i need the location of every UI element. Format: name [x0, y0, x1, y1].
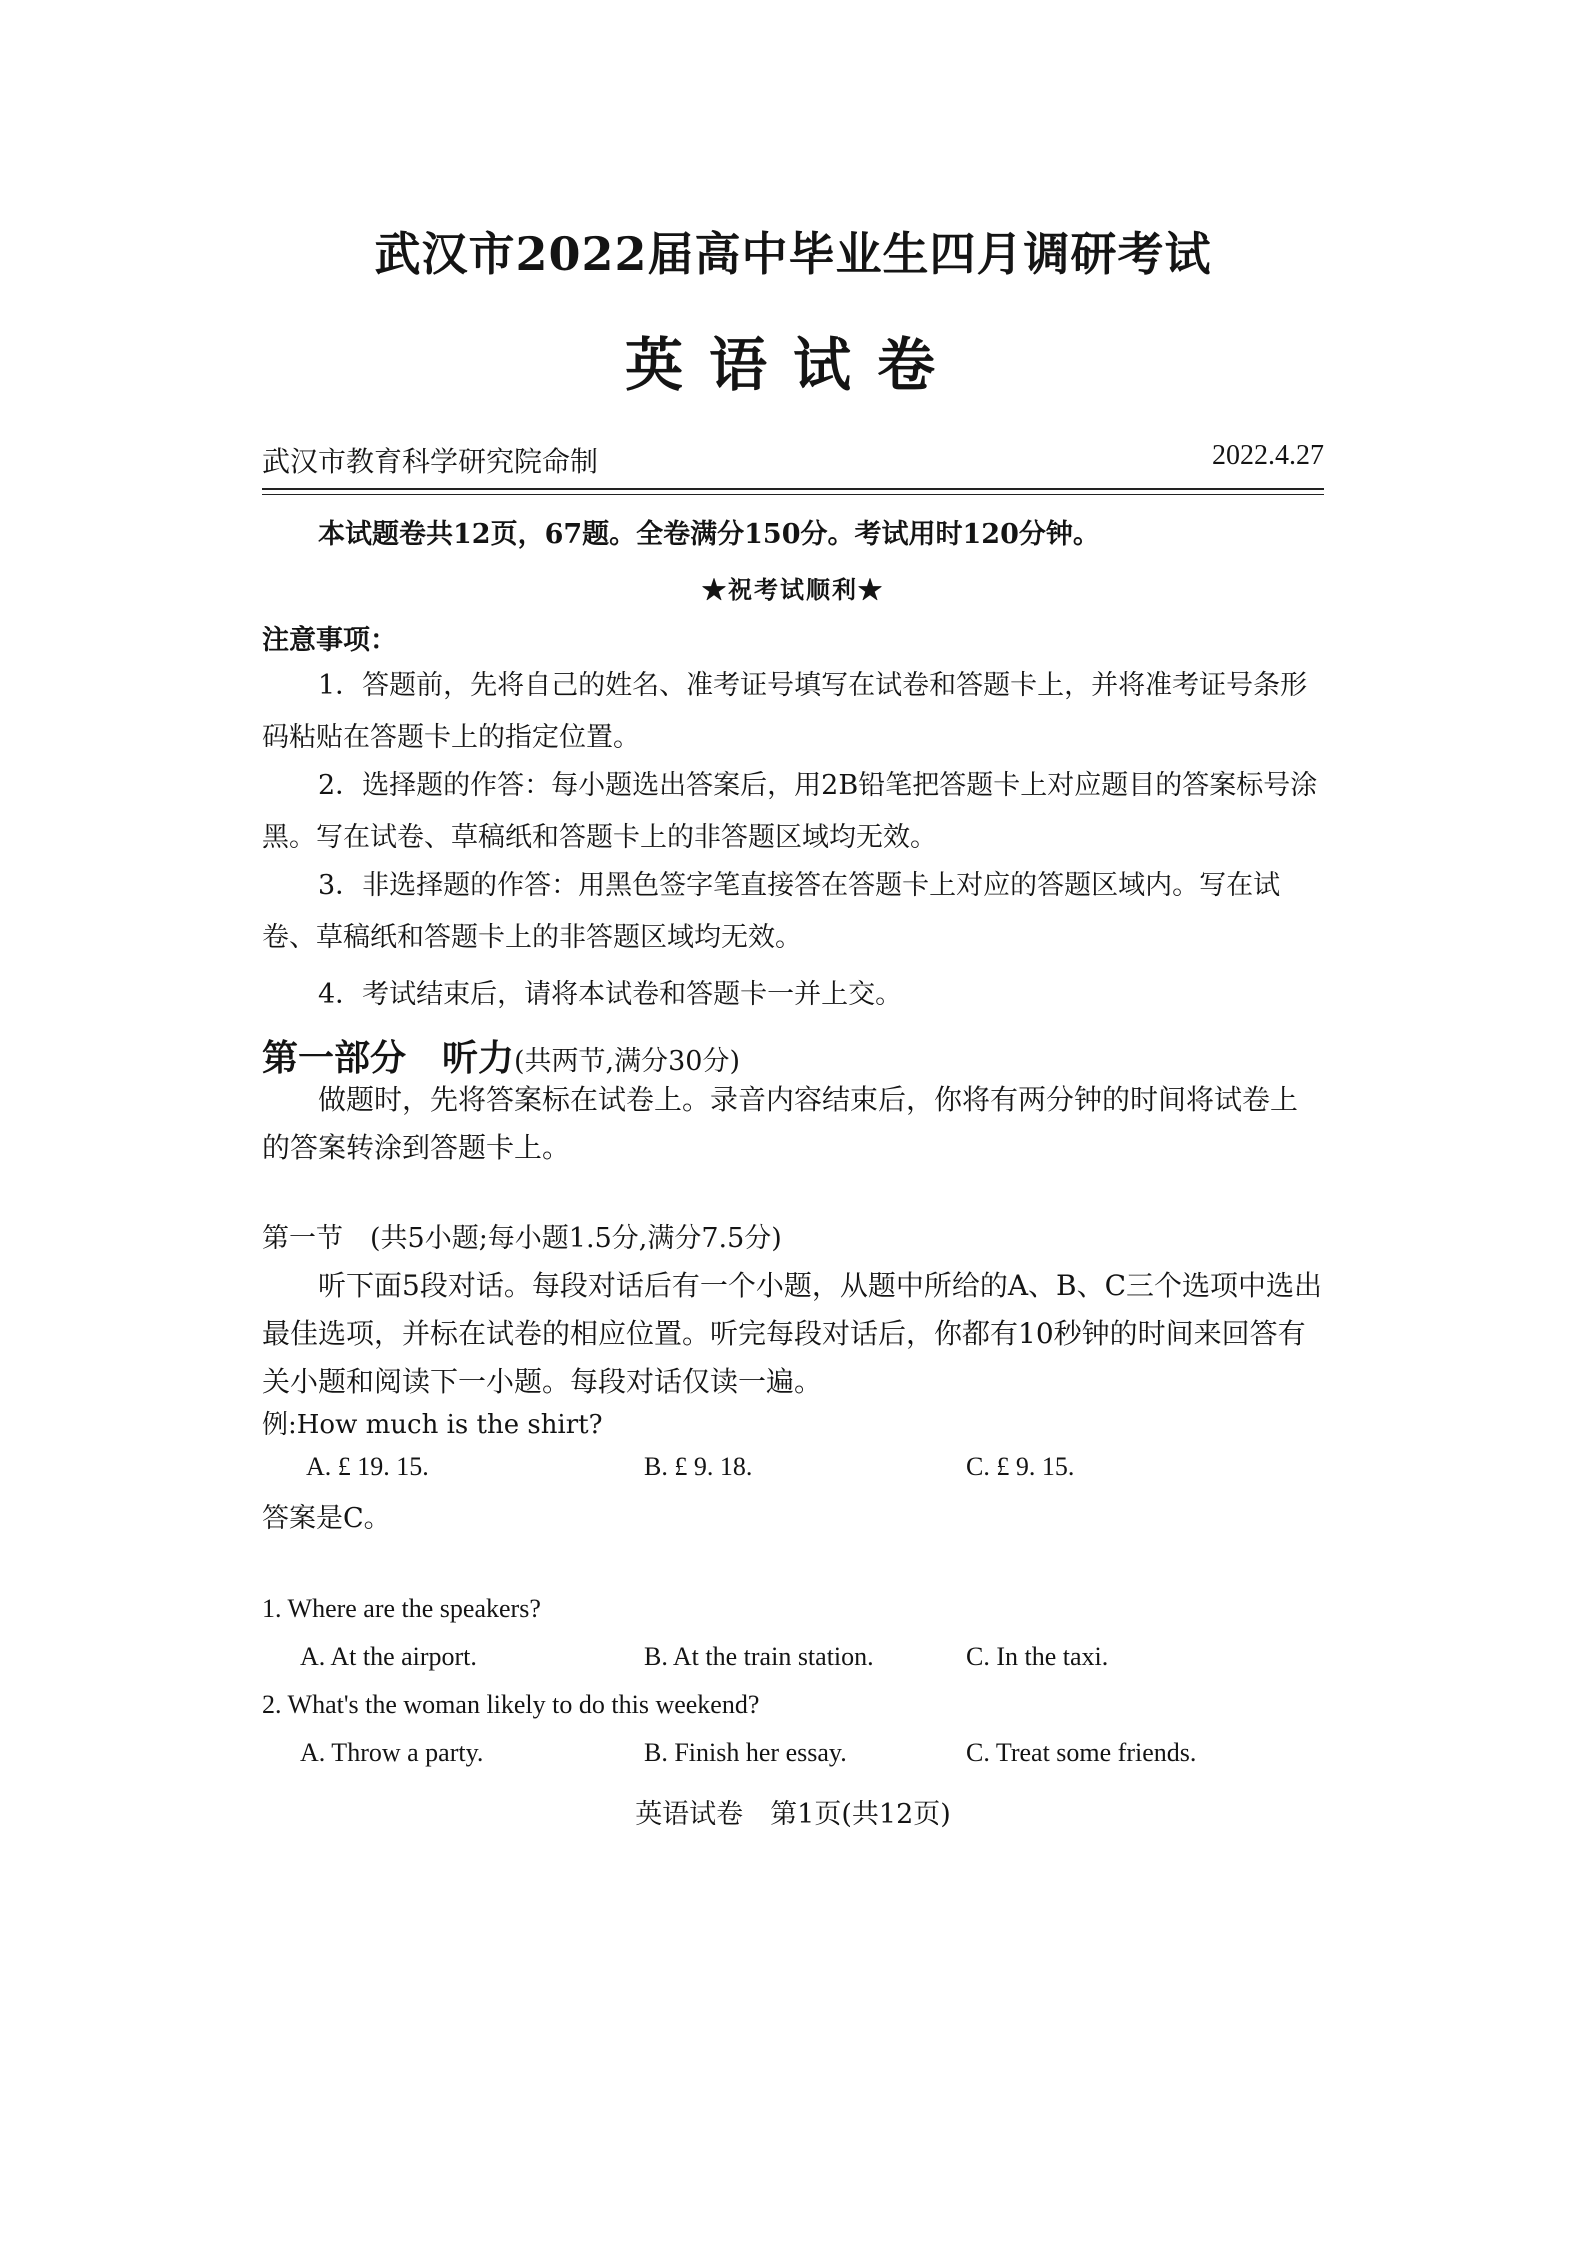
question-stem: 1. Where are the speakers? [262, 1594, 541, 1623]
header-divider [262, 488, 1324, 490]
exam-summary: 本试题卷共12页，67题。全卷满分150分。考试用时120分钟。 [318, 519, 1100, 550]
example-option-b: B. £ 9. 18. [644, 1452, 753, 1481]
example-question: 例:How much is the shirt? [262, 1410, 603, 1440]
example-answer: 答案是C。 [262, 1503, 391, 1534]
exam-title: 武汉市2022届高中毕业生四月调研考试 [374, 227, 1212, 281]
question-option: A. At the airport. [300, 1642, 477, 1671]
part-title-main: 第一部分 听力 [262, 1037, 515, 1079]
question-option: B. Finish her essay. [644, 1738, 847, 1767]
question-option: C. In the taxi. [966, 1642, 1109, 1671]
exam-date: 2022.4.27 [1212, 440, 1324, 471]
question-stem: 2. What's the woman likely to do this weekend? [262, 1690, 760, 1719]
page-footer: 英语试卷 第1页(共12页) [635, 1799, 951, 1830]
part-title-sub: (共两节,满分30分) [514, 1046, 741, 1077]
good-luck-banner: ★祝考试顺利★ [702, 575, 884, 604]
section-title: 第一节 (共5小题;每小题1.5分,满分7.5分) [262, 1223, 782, 1254]
header-divider-thin [262, 494, 1324, 495]
section-intro: 听下面5段对话。每段对话后有一个小题，从题中所给的A、B、C三个选项中选出最佳选项，并标在试卷的相应位置。听完每段对话后，你都有10秒钟的时间来回答有关小题和阅读下一小题。每段对话仅读一遍。 [262, 1269, 1323, 1398]
question-option: A. Throw a party. [300, 1738, 484, 1767]
question-option: B. At the train station. [644, 1642, 874, 1671]
notice-item: 1．答题前，先将自己的姓名、准考证号填写在试卷和答题卡上，并将准考证号条形码粘贴在答题卡上的指定位置。 [262, 670, 1308, 753]
notice-title: 注意事项： [262, 625, 397, 656]
notice-item: 2．选择题的作答：每小题选出答案后，用2B铅笔把答题卡上对应题目的答案标号涂黑。写在试卷、草稿纸和答题卡上的非答题区域均无效。 [262, 770, 1318, 853]
part-title [262, 1030, 740, 1081]
notice-item: 3．非选择题的作答：用黑色签字笔直接答在答题卡上对应的答题区域内。写在试卷、草稿纸和答题卡上的非答题区域均无效。 [262, 870, 1281, 953]
issuer: 武汉市教育科学研究院命制 [262, 445, 599, 478]
exam-subtitle: 英语试卷 [624, 331, 961, 399]
notice-item: 4．考试结束后，请将本试卷和答题卡一并上交。 [318, 979, 903, 1010]
part-intro: 做题时，先将答案标在试卷上。录音内容结束后，你将有两分钟的时间将试卷上的答案转涂到答题卡上。 [262, 1083, 1299, 1164]
question-option: C. Treat some friends. [966, 1738, 1197, 1767]
example-option-c: C. £ 9. 15. [966, 1452, 1075, 1481]
example-option-a: A. £ 19. 15. [306, 1452, 429, 1481]
